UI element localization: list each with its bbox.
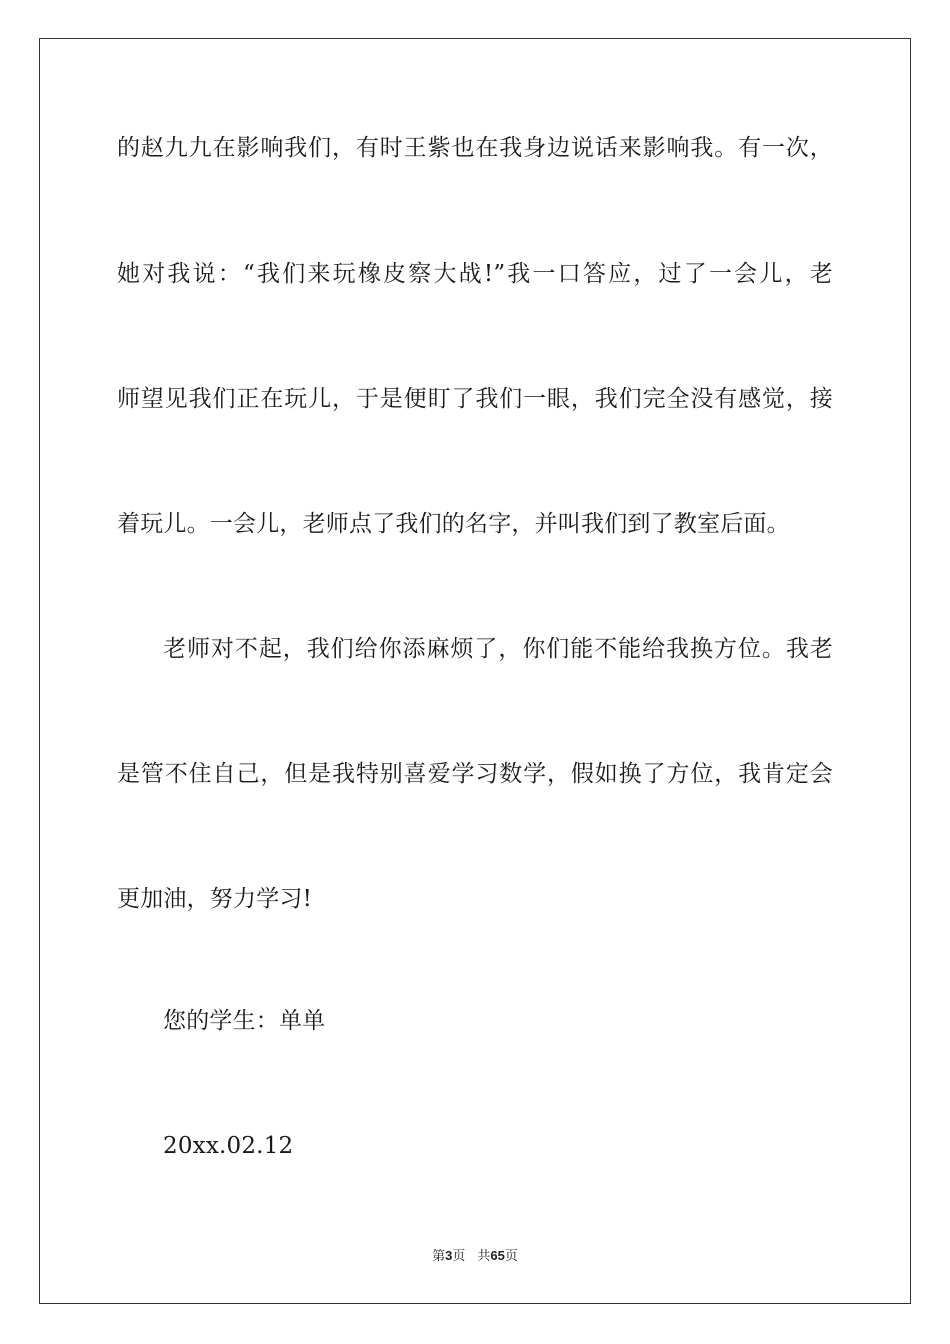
body-line-3: 师望见我们正在玩儿，于是便盯了我们一眼，我们完全没有感觉，接 <box>117 386 833 412</box>
footer-page-number: 3 <box>445 1248 453 1263</box>
body-line-4: 着玩儿。一会儿，老师点了我们的名字，并叫我们到了教室后面。 <box>117 511 790 537</box>
footer-total-pages: 65 <box>490 1248 505 1263</box>
footer-total-prefix: 共 <box>477 1249 491 1264</box>
footer-total-suffix: 页 <box>504 1249 518 1264</box>
date-line: 20xx.02.12 <box>163 1133 294 1159</box>
page-footer <box>0 1247 950 1266</box>
body-line-1: 的赵九九在影响我们，有时王紫也在我身边说话来影响我。有一次， <box>117 135 833 161</box>
footer-page-prefix: 第 <box>432 1249 446 1264</box>
footer-page-suffix: 页 <box>452 1249 466 1264</box>
body-line-5: 老师对不起，我们给你添麻烦了，你们能不能给我换方位。我老 <box>163 636 833 662</box>
body-line-6: 是管不住自己，但是我特别喜爱学习数学，假如换了方位，我肯定会 <box>117 761 833 787</box>
signature-line: 您的学生：单单 <box>163 1008 326 1034</box>
body-line-7: 更加油，努力学习! <box>117 886 313 912</box>
page-border <box>39 38 911 1304</box>
body-line-2: 她对我说：“我们来玩橡皮察大战!”我一口答应，过了一会儿，老 <box>117 261 833 287</box>
